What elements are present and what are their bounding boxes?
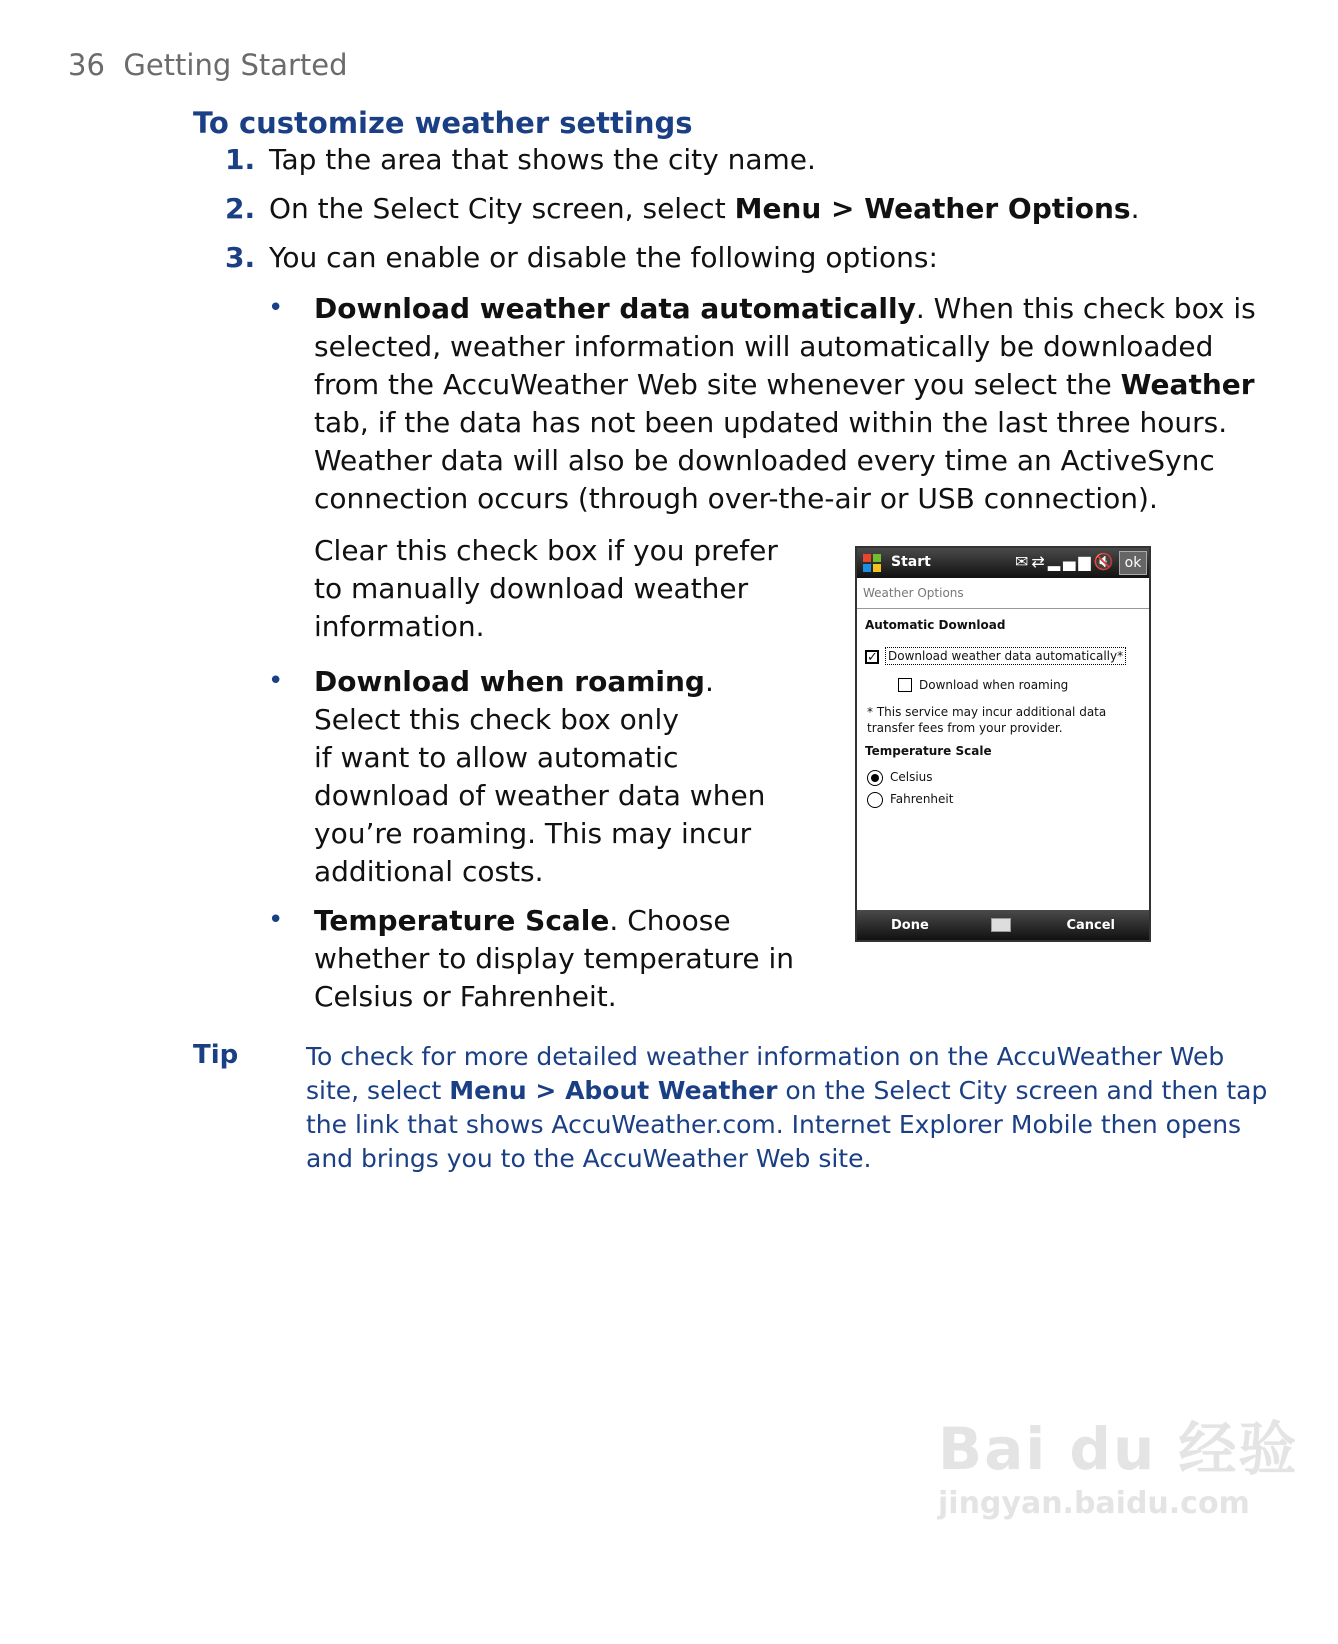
bullet-dot: •: [268, 905, 284, 935]
cancel-button[interactable]: Cancel: [1066, 918, 1115, 933]
windows-logo-icon[interactable]: [861, 552, 883, 574]
step-text: On the Select City screen, select Menu > Weather Options.: [269, 192, 1140, 225]
celsius-label[interactable]: Celsius: [890, 770, 933, 784]
ok-button[interactable]: ok: [1119, 551, 1147, 575]
clear-checkbox-note: Clear this check box if you prefer to manually download weather information.: [314, 534, 778, 643]
step-number: 2.: [225, 192, 256, 225]
option-name: Temperature Scale: [314, 904, 610, 937]
bullet-roaming: Download when roaming. Select this check box only if want to allow automatic download of weather data when you’re roaming. This may incur additional costs.: [314, 665, 766, 888]
auto-download-checkbox[interactable]: ✓: [867, 650, 878, 665]
step-number: 3.: [225, 241, 256, 274]
temperature-scale-heading: Temperature Scale: [865, 744, 992, 758]
fahrenheit-radio[interactable]: [867, 792, 883, 808]
bullet-auto-download: Download weather data automatically. When this check box is selected, weather information will automatically be downloaded from the AccuWeather Web site whenever you select the Weather tab, if the data has not been updated within the last three hours. Weather data will also be downloaded every time an ActiveSync connection occurs (through over-the-air or USB connection).: [314, 292, 1256, 515]
roaming-label[interactable]: Download when roaming: [919, 678, 1069, 692]
soft-key-bar: [857, 910, 1149, 940]
status-icons: [1015, 552, 1117, 571]
service-note: * This service may incur additional data transfer fees from your provider.: [867, 705, 1107, 735]
page-header: [68, 48, 348, 82]
step-text: Tap the area that shows the city name.: [269, 143, 816, 176]
start-label[interactable]: Start: [891, 554, 931, 570]
page-number: 36: [68, 48, 105, 82]
speaker-mute-icon: 🔇: [1093, 552, 1117, 571]
watermark-logo: Bai du 经验: [938, 1415, 1299, 1483]
celsius-radio[interactable]: [867, 770, 883, 786]
keyboard-icon[interactable]: [991, 918, 1011, 932]
bullet-temperature: Temperature Scale. Choose whether to display temperature in Celsius or Fahrenheit.: [314, 904, 794, 1013]
title-bar: [857, 548, 1149, 578]
fahrenheit-label[interactable]: Fahrenheit: [890, 792, 954, 806]
roaming-checkbox[interactable]: [898, 678, 912, 692]
tip-label: Tip: [193, 1040, 239, 1070]
section-name: Getting Started: [123, 48, 348, 82]
bullet-dot: •: [268, 666, 284, 696]
bullet-dot: •: [268, 293, 284, 323]
section-title: To customize weather settings: [193, 106, 693, 140]
watermark-url: jingyan.baidu.com: [938, 1486, 1250, 1521]
baidu-watermark: [938, 1402, 1298, 1521]
sync-icon: ⇄: [1031, 552, 1048, 571]
signal-icon: ▂▄▆: [1047, 552, 1094, 571]
option-name: Download when roaming: [314, 665, 705, 698]
screen-caption: Weather Options: [863, 586, 964, 600]
menu-path: Menu > About Weather: [449, 1076, 778, 1105]
automatic-download-heading: Automatic Download: [865, 618, 1006, 632]
divider: [857, 608, 1149, 609]
step-number: 1.: [225, 143, 256, 176]
tip-body: To check for more detailed weather information on the AccuWeather Web site, select Menu > About Weather on the Select City screen and then tap the link that shows AccuWeather.com. Internet Explorer Mobile then opens and brings you to the AccuWeather Web site.: [306, 1042, 1268, 1173]
option-name: Download weather data automatically: [314, 292, 916, 325]
menu-path: Menu > Weather Options: [734, 192, 1131, 225]
auto-download-label[interactable]: Download weather data automatically*: [885, 647, 1126, 665]
message-icon: ✉: [1015, 552, 1032, 571]
step-text: You can enable or disable the following options:: [269, 241, 938, 274]
done-button[interactable]: Done: [891, 918, 929, 933]
device-screenshot: [855, 546, 1151, 942]
